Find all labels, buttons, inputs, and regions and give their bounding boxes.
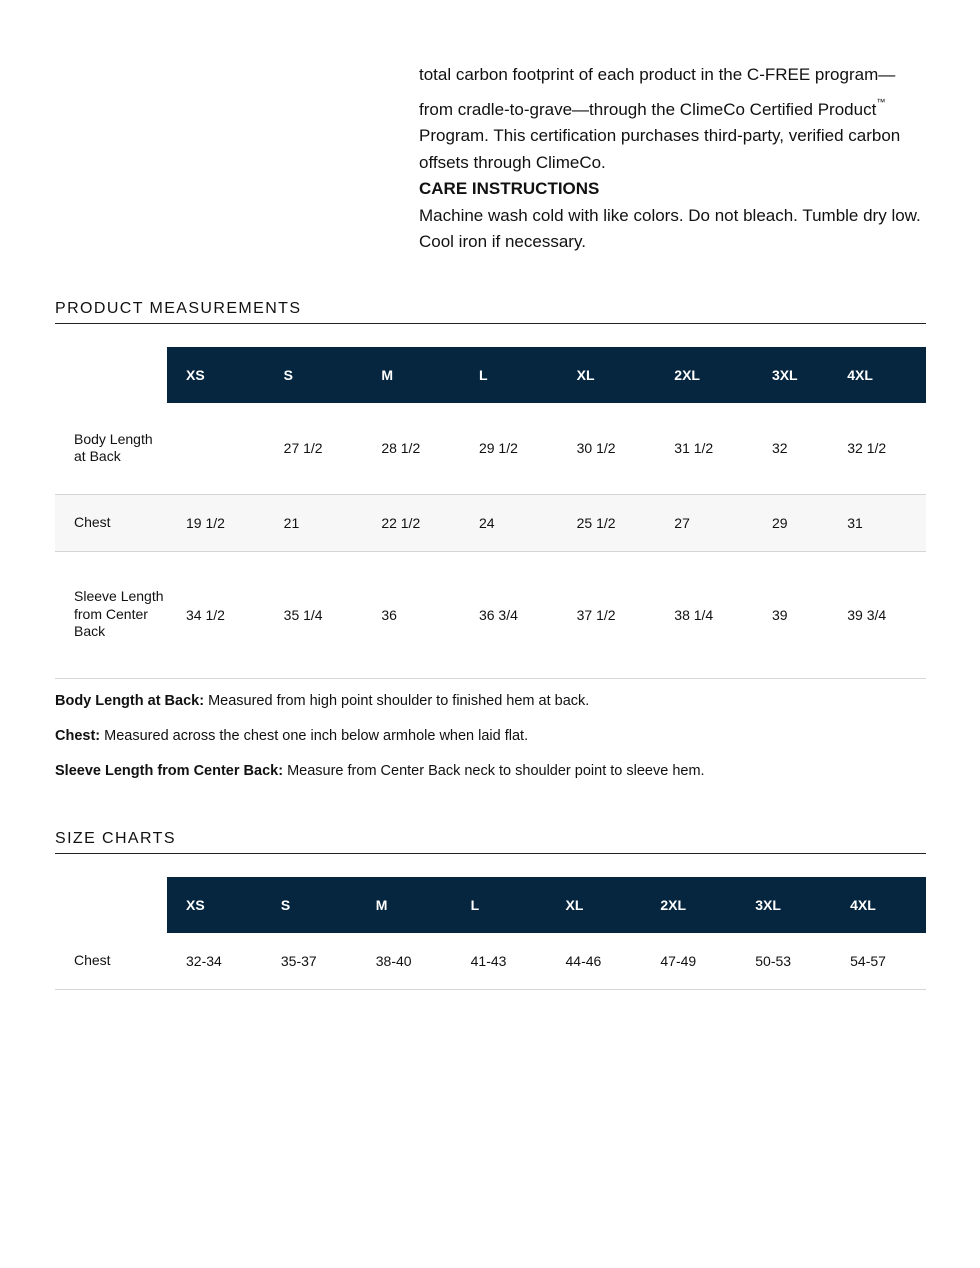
size-header: L [460,347,558,403]
table-cell: 41-43 [452,933,547,989]
table-cell: 19 1/2 [167,494,265,551]
size-header: 2XL [655,347,753,403]
definition-body-length [55,692,935,710]
table-cell: 28 1/2 [362,403,460,494]
size-header: S [265,347,363,403]
size-charts-table [55,877,926,990]
table-cell: 35 1/4 [265,551,363,678]
table-cell: 27 [655,494,753,551]
table-cell: 32 [753,403,828,494]
definition-text: Measure from Center Back neck to shoulder point to sleeve hem. [283,763,705,779]
size-header: 4XL [828,347,926,403]
table-row [55,403,926,494]
trademark-symbol: ™ [876,96,886,107]
table-cell: 34 1/2 [167,551,265,678]
row-label: Chest [55,933,167,989]
table-row [55,551,926,678]
intro-line-1: total carbon footprint of each product in the C-FREE program— [419,65,896,84]
table-cell: 31 [828,494,926,551]
header-blank-cell [55,877,167,933]
table-row [55,933,926,989]
row-label: Sleeve Length from Center Back [55,551,167,678]
measurement-definitions [55,692,935,797]
size-header: XL [558,347,656,403]
size-header: M [362,347,460,403]
table-cell: 25 1/2 [558,494,656,551]
definition-chest [55,727,935,745]
definition-text: Measured from high point shoulder to finished hem at back. [204,693,590,709]
care-instructions-text: Machine wash cold with like colors. Do not bleach. Tumble dry low. Cool iron if necessary. [419,205,921,251]
row-label: Chest [55,494,167,551]
table-cell: 30 1/2 [558,403,656,494]
care-instructions-heading: CARE INSTRUCTIONS [419,179,600,198]
definition-term: Body Length at Back: [55,693,205,709]
size-header: 3XL [736,877,831,933]
intro-paragraph-rest: Program. This certification purchases third-party, verified carbon offsets through ClimeCo. [419,126,901,172]
table-cell: 38 1/4 [655,551,753,678]
row-label: Body Length at Back [55,403,167,494]
definition-sleeve-length [55,762,935,780]
table-cell: 32-34 [167,933,262,989]
table-cell: 37 1/2 [558,551,656,678]
table-cell: 22 1/2 [362,494,460,551]
size-header: 4XL [831,877,926,933]
definition-text: Measured across the chest one inch below armhole when laid flat. [100,728,529,744]
table-cell: 35-37 [262,933,357,989]
table-cell [167,403,265,494]
table-cell: 21 [265,494,363,551]
definition-term: Chest: [55,728,101,744]
size-header: L [452,877,547,933]
measurements-header-row [55,347,926,403]
size-header: M [357,877,452,933]
product-measurements-title: PRODUCT MEASUREMENTS [55,300,926,324]
table-cell: 50-53 [736,933,831,989]
table-cell: 27 1/2 [265,403,363,494]
table-cell: 29 [753,494,828,551]
size-header: XS [167,347,265,403]
table-cell: 31 1/2 [655,403,753,494]
header-blank-cell [55,347,167,403]
size-header: 3XL [753,347,828,403]
table-cell: 47-49 [641,933,736,989]
table-cell: 54-57 [831,933,926,989]
definition-term: Sleeve Length from Center Back: [55,763,284,779]
table-cell: 36 3/4 [460,551,558,678]
table-row [55,494,926,551]
table-cell: 29 1/2 [460,403,558,494]
table-cell: 32 1/2 [828,403,926,494]
size-charts-title: SIZE CHARTS [55,830,926,854]
size-header: S [262,877,357,933]
size-charts-header-row [55,877,926,933]
table-cell: 39 [753,551,828,678]
product-measurements-table [55,347,926,679]
table-cell: 38-40 [357,933,452,989]
intro-line-2-text: from cradle-to-grave—through the ClimeCo Certified Product [419,99,877,119]
intro-text-block [419,62,939,256]
size-header: 2XL [641,877,736,933]
size-header: XS [167,877,262,933]
table-cell: 24 [460,494,558,551]
table-cell: 36 [362,551,460,678]
intro-line-2 [419,89,939,124]
size-header: XL [547,877,642,933]
table-cell: 44-46 [547,933,642,989]
table-cell: 39 3/4 [828,551,926,678]
